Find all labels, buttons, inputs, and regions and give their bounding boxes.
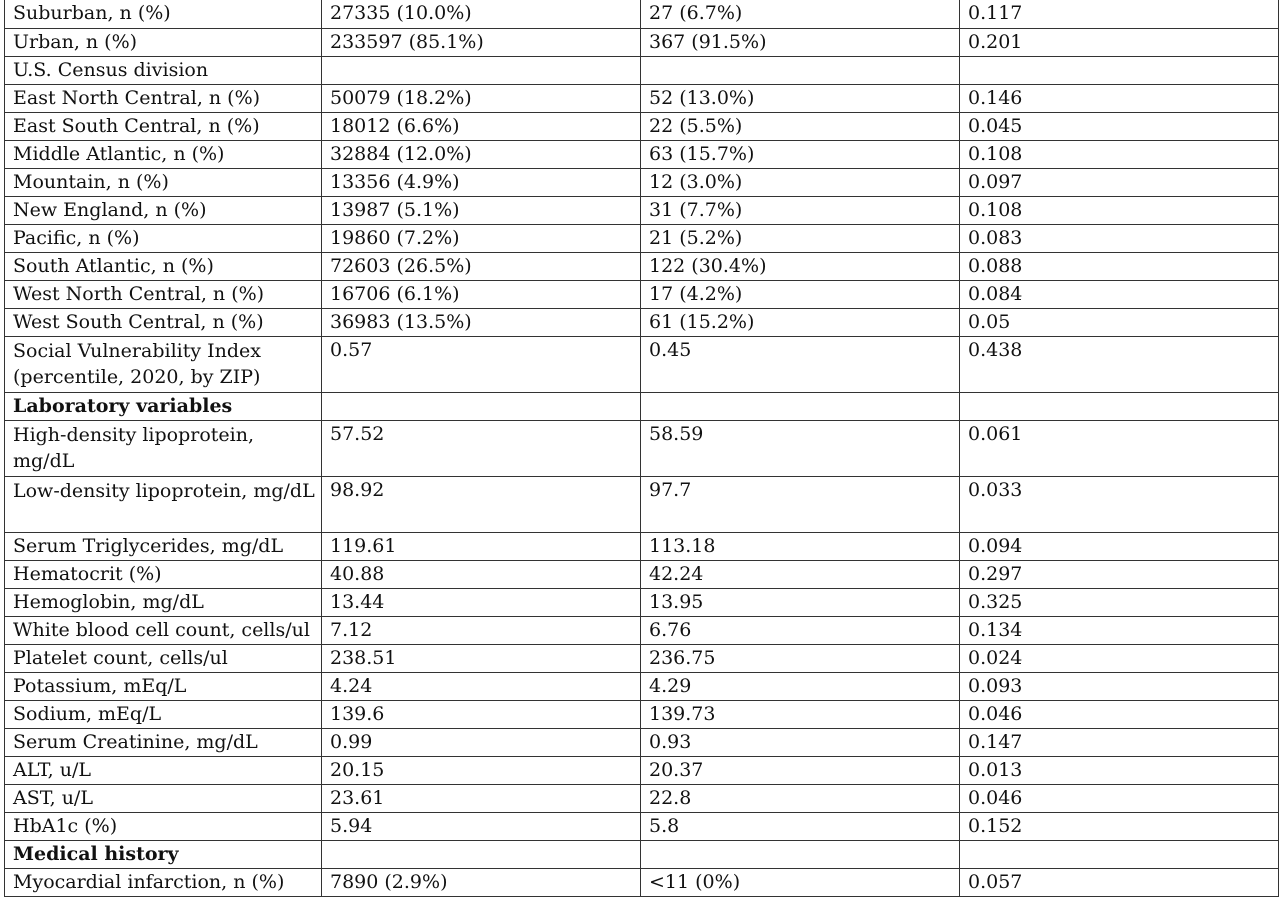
cell-group-1	[322, 392, 641, 420]
cell-group-2: 367 (91.5%)	[641, 28, 960, 56]
cell-group-2: <11 (0%)	[641, 868, 960, 896]
row-label: High-density lipoprotein, mg/dL	[5, 420, 322, 476]
cell-group-1: 0.57	[322, 336, 641, 392]
cell-group-1	[322, 56, 641, 84]
cell-smd: 0.013	[960, 756, 1279, 784]
cell-group-1: 98.92	[322, 476, 641, 532]
cell-smd: 0.147	[960, 728, 1279, 756]
cell-group-2: 122 (30.4%)	[641, 252, 960, 280]
table-row	[5, 280, 1279, 308]
cell-group-1: 7890 (2.9%)	[322, 868, 641, 896]
table-row	[5, 56, 1279, 84]
cell-group-1: 18012 (6.6%)	[322, 112, 641, 140]
row-label: West North Central, n (%)	[5, 280, 322, 308]
row-label: East South Central, n (%)	[5, 112, 322, 140]
table-row	[5, 140, 1279, 168]
cell-group-1: 7.12	[322, 616, 641, 644]
table-row	[5, 420, 1279, 476]
cell-group-1: 27335 (10.0%)	[322, 0, 641, 28]
cell-group-2: 27 (6.7%)	[641, 0, 960, 28]
cell-group-1: 233597 (85.1%)	[322, 28, 641, 56]
cell-group-1: 119.61	[322, 532, 641, 560]
cell-smd: 0.438	[960, 336, 1279, 392]
cell-group-1: 13.44	[322, 588, 641, 616]
row-label: South Atlantic, n (%)	[5, 252, 322, 280]
cell-group-1: 0.99	[322, 728, 641, 756]
cell-smd: 0.134	[960, 616, 1279, 644]
cell-group-2: 6.76	[641, 616, 960, 644]
cell-smd: 0.088	[960, 252, 1279, 280]
row-label: Social Vulnerability Index (percentile, 2020, by ZIP)	[5, 336, 322, 392]
table-row	[5, 588, 1279, 616]
cell-smd: 0.05	[960, 308, 1279, 336]
cell-smd: 0.097	[960, 168, 1279, 196]
table-row	[5, 868, 1279, 896]
cell-group-1: 20.15	[322, 756, 641, 784]
row-label: Platelet count, cells/ul	[5, 644, 322, 672]
cell-group-2	[641, 392, 960, 420]
row-label: New England, n (%)	[5, 196, 322, 224]
cell-group-2: 113.18	[641, 532, 960, 560]
row-label: Urban, n (%)	[5, 28, 322, 56]
table-row	[5, 112, 1279, 140]
cell-group-2: 4.29	[641, 672, 960, 700]
cell-group-2: 13.95	[641, 588, 960, 616]
cell-group-2: 61 (15.2%)	[641, 308, 960, 336]
cell-group-1: 50079 (18.2%)	[322, 84, 641, 112]
cell-smd: 0.093	[960, 672, 1279, 700]
cell-group-1: 19860 (7.2%)	[322, 224, 641, 252]
cell-smd: 0.117	[960, 0, 1279, 28]
table-row	[5, 728, 1279, 756]
cell-smd: 0.024	[960, 644, 1279, 672]
row-label: Suburban, n (%)	[5, 0, 322, 28]
row-label: Pacific, n (%)	[5, 224, 322, 252]
row-label: Hematocrit (%)	[5, 560, 322, 588]
cell-group-2: 97.7	[641, 476, 960, 532]
cell-smd: 0.094	[960, 532, 1279, 560]
cell-group-2: 139.73	[641, 700, 960, 728]
cell-group-2: 63 (15.7%)	[641, 140, 960, 168]
section-heading: Laboratory variables	[5, 392, 322, 420]
cell-group-1	[322, 840, 641, 868]
table-row	[5, 168, 1279, 196]
cell-smd: 0.325	[960, 588, 1279, 616]
table-row	[5, 252, 1279, 280]
row-label: Middle Atlantic, n (%)	[5, 140, 322, 168]
row-label: West South Central, n (%)	[5, 308, 322, 336]
baseline-characteristics-table-container	[4, 0, 1278, 897]
cell-group-2: 42.24	[641, 560, 960, 588]
cell-group-1: 40.88	[322, 560, 641, 588]
cell-smd: 0.083	[960, 224, 1279, 252]
row-label: Myocardial infarction, n (%)	[5, 868, 322, 896]
cell-smd: 0.046	[960, 700, 1279, 728]
cell-group-2: 21 (5.2%)	[641, 224, 960, 252]
table-row	[5, 700, 1279, 728]
cell-group-2: 12 (3.0%)	[641, 168, 960, 196]
row-label: Potassium, mEq/L	[5, 672, 322, 700]
cell-smd: 0.108	[960, 196, 1279, 224]
cell-group-1: 23.61	[322, 784, 641, 812]
table-row	[5, 336, 1279, 392]
cell-group-1: 36983 (13.5%)	[322, 308, 641, 336]
cell-smd: 0.033	[960, 476, 1279, 532]
cell-smd: 0.201	[960, 28, 1279, 56]
cell-group-2	[641, 56, 960, 84]
row-label: East North Central, n (%)	[5, 84, 322, 112]
cell-group-2: 17 (4.2%)	[641, 280, 960, 308]
cell-group-2: 22.8	[641, 784, 960, 812]
cell-group-2: 22 (5.5%)	[641, 112, 960, 140]
cell-group-1: 5.94	[322, 812, 641, 840]
table-row	[5, 196, 1279, 224]
cell-smd: 0.057	[960, 868, 1279, 896]
table-row	[5, 28, 1279, 56]
cell-smd	[960, 56, 1279, 84]
table-row	[5, 756, 1279, 784]
cell-group-1: 139.6	[322, 700, 641, 728]
row-label: ALT, u/L	[5, 756, 322, 784]
cell-smd: 0.152	[960, 812, 1279, 840]
row-label: Serum Creatinine, mg/dL	[5, 728, 322, 756]
row-label: Mountain, n (%)	[5, 168, 322, 196]
row-label: White blood cell count, cells/ul	[5, 616, 322, 644]
cell-group-2: 52 (13.0%)	[641, 84, 960, 112]
row-label: Hemoglobin, mg/dL	[5, 588, 322, 616]
row-label: Serum Triglycerides, mg/dL	[5, 532, 322, 560]
cell-smd: 0.108	[960, 140, 1279, 168]
cell-group-2: 31 (7.7%)	[641, 196, 960, 224]
cell-group-2: 58.59	[641, 420, 960, 476]
cell-smd: 0.297	[960, 560, 1279, 588]
table-row	[5, 616, 1279, 644]
section-header-row	[5, 840, 1279, 868]
cell-smd	[960, 392, 1279, 420]
table-row	[5, 0, 1279, 28]
cell-group-1: 4.24	[322, 672, 641, 700]
baseline-characteristics-table	[4, 0, 1279, 897]
row-label: U.S. Census division	[5, 56, 322, 84]
cell-group-1: 13987 (5.1%)	[322, 196, 641, 224]
table-row	[5, 224, 1279, 252]
table-row	[5, 532, 1279, 560]
cell-smd: 0.146	[960, 84, 1279, 112]
cell-smd: 0.061	[960, 420, 1279, 476]
cell-group-2: 0.93	[641, 728, 960, 756]
table-row	[5, 476, 1279, 532]
cell-group-2: 236.75	[641, 644, 960, 672]
row-label: AST, u/L	[5, 784, 322, 812]
cell-group-2: 20.37	[641, 756, 960, 784]
cell-group-1: 57.52	[322, 420, 641, 476]
row-label: Low-density lipoprotein, mg/dL	[5, 476, 322, 532]
table-row	[5, 784, 1279, 812]
cell-group-1: 16706 (6.1%)	[322, 280, 641, 308]
cell-group-1: 13356 (4.9%)	[322, 168, 641, 196]
section-heading: Medical history	[5, 840, 322, 868]
row-label: HbA1c (%)	[5, 812, 322, 840]
cell-smd	[960, 840, 1279, 868]
table-row	[5, 84, 1279, 112]
cell-smd: 0.084	[960, 280, 1279, 308]
cell-group-1: 32884 (12.0%)	[322, 140, 641, 168]
cell-group-1: 238.51	[322, 644, 641, 672]
cell-smd: 0.046	[960, 784, 1279, 812]
table-row	[5, 812, 1279, 840]
cell-group-2: 0.45	[641, 336, 960, 392]
table-row	[5, 308, 1279, 336]
row-label: Sodium, mEq/L	[5, 700, 322, 728]
section-header-row	[5, 392, 1279, 420]
cell-group-2: 5.8	[641, 812, 960, 840]
table-row	[5, 672, 1279, 700]
table-row	[5, 644, 1279, 672]
cell-group-2	[641, 840, 960, 868]
cell-smd: 0.045	[960, 112, 1279, 140]
table-row	[5, 560, 1279, 588]
cell-group-1: 72603 (26.5%)	[322, 252, 641, 280]
